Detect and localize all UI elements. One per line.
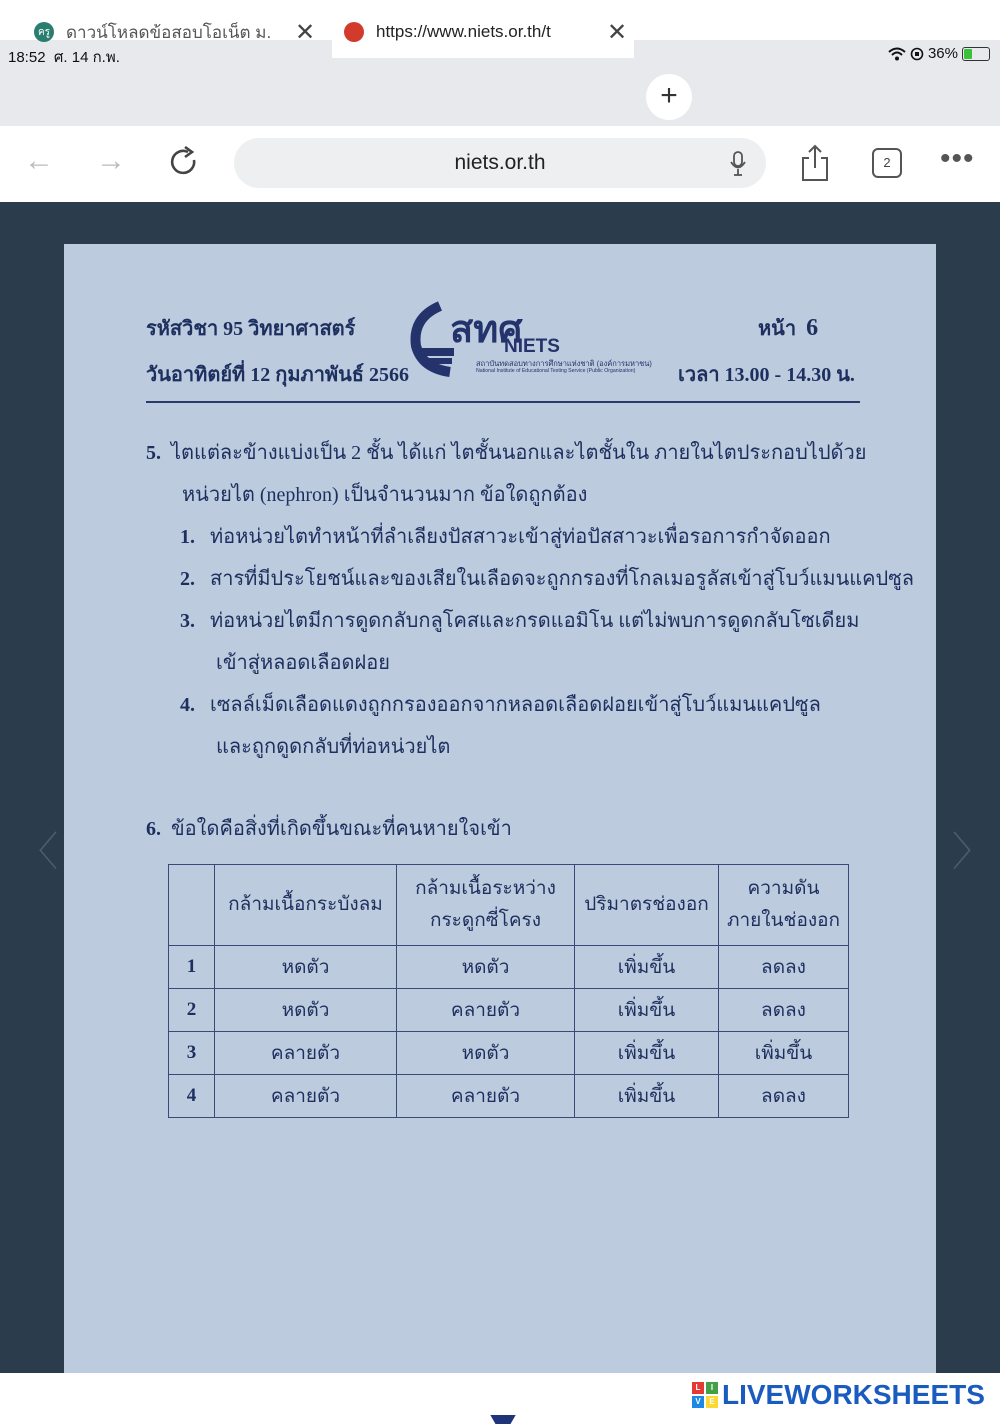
table-cell: ลดลง [719, 989, 849, 1032]
niets-favicon-icon [344, 22, 364, 42]
table-header-cell: กล้ามเนื้อระหว่าง กระดูกซี่โครง [397, 865, 575, 946]
question-5-line2: หน่วยไต (nephron) เป็นจำนวนมาก ข้อใดถูกต้อง [182, 484, 588, 506]
choice-number: 2 [169, 989, 215, 1032]
tab-title: https://www.niets.or.th/t [376, 22, 551, 41]
browser-toolbar [0, 126, 1000, 202]
forward-arrow-icon[interactable]: → [96, 144, 126, 177]
table-header-row [169, 865, 849, 946]
orientation-lock-icon [910, 47, 924, 61]
subject-code: รหัสวิชา 95 วิทยาศาสตร์ [146, 318, 356, 340]
status-right [888, 45, 990, 62]
logo-line2: National Institute of Educational Testing Service (Public Organization) [476, 368, 636, 374]
exam-date: วันอาทิตย์ที่ 12 กุมภาพันธ์ 2566 [146, 364, 409, 386]
logo-main-text: สทศ [450, 307, 523, 351]
q5-choice-3-line2: เข้าสู่หลอดเลือดฝอย [216, 652, 390, 674]
kru-favicon-icon: ครู [34, 22, 54, 42]
choice-number: 1 [169, 946, 215, 989]
url-text: niets.or.th [454, 151, 546, 174]
logo-sub-text: NIETS [504, 336, 560, 357]
table-row[interactable] [169, 989, 849, 1032]
q5-choice-4[interactable]: 4. เซลล์เม็ดเลือดแดงถูกกรองออกจากหลอดเลือดฝอยเข้าสู่โบว์แมนแคปซูล [180, 694, 821, 716]
table-cell: คลายตัว [215, 1075, 397, 1118]
table-cell: เพิ่มขึ้น [575, 1032, 719, 1075]
liveworksheets-logo-icon: L I V E [692, 1382, 718, 1408]
q5-choice-3[interactable]: 3. ท่อหน่วยไตมีการดูดกลับกลูโคสและกรดแอมิโน แต่ไม่พบการดูดกลับโซเดียม [180, 610, 860, 632]
q6-table [168, 864, 849, 1118]
liveworksheets-logo[interactable] [692, 1379, 985, 1411]
address-bar[interactable] [234, 138, 766, 188]
close-tab-icon[interactable]: ✕ [606, 18, 628, 46]
table-header-cell: ปริมาตรช่องอก [575, 865, 719, 946]
table-header-cell [169, 865, 215, 946]
table-row[interactable] [169, 1075, 849, 1118]
tab-download-onet[interactable] [22, 6, 322, 58]
table-cell: คลายตัว [397, 989, 575, 1032]
q5-choice-4-line2: และถูกดูดกลับที่ท่อหน่วยไต [216, 736, 451, 758]
table-header-cell: กล้ามเนื้อกระบังลม [215, 865, 397, 946]
tab-niets[interactable] [332, 6, 634, 58]
table-cell: หดตัว [215, 989, 397, 1032]
table-cell: คลายตัว [397, 1075, 575, 1118]
close-tab-icon[interactable]: ✕ [294, 18, 316, 46]
table-cell: เพิ่มขึ้น [575, 1075, 719, 1118]
table-cell: ลดลง [719, 946, 849, 989]
microphone-icon[interactable] [730, 151, 746, 177]
status-time: 18:52 ศ. 14 ก.พ. [8, 49, 120, 66]
table-cell: เพิ่มขึ้น [575, 946, 719, 989]
prev-page-icon[interactable]: 〈 [18, 830, 58, 874]
table-cell: เพิ่มขึ้น [575, 989, 719, 1032]
share-icon[interactable] [800, 144, 830, 182]
page-number: หน้า 6 [758, 315, 819, 341]
exam-page [64, 244, 936, 1373]
tab-title: ดาวน์โหลดข้อสอบโอเน็ต ม. [66, 22, 272, 42]
tab-count-button[interactable]: 2 [872, 148, 902, 178]
header-divider [146, 401, 860, 403]
niets-logo [410, 298, 650, 378]
choice-number: 4 [169, 1075, 215, 1118]
pdf-viewer[interactable] [0, 202, 1000, 1373]
table-header-cell: ความดัน ภายในช่องอก [719, 865, 849, 946]
footer [0, 1373, 1000, 1415]
back-arrow-icon[interactable]: ← [24, 144, 54, 177]
new-tab-button[interactable]: + [646, 74, 692, 120]
choice-number: 3 [169, 1032, 215, 1075]
exam-time: เวลา 13.00 - 14.30 น. [678, 364, 855, 386]
reload-icon[interactable] [168, 146, 200, 180]
table-cell: ลดลง [719, 1075, 849, 1118]
table-row[interactable] [169, 946, 849, 989]
battery-percent: 36% [927, 45, 958, 62]
logo-line1: สถาบันทดสอบทางการศึกษาแห่งชาติ (องค์การมหาชน) [476, 359, 652, 368]
next-page-icon[interactable]: 〉 [952, 830, 992, 874]
table-cell: หดตัว [397, 946, 575, 989]
question-5: 5. ไตแต่ละข้างแบ่งเป็น 2 ชั้น ได้แก่ ไตชั้นนอกและไตชั้นใน ภายในไตประกอบไปด้วย [146, 442, 867, 464]
table-cell: หดตัว [397, 1032, 575, 1075]
table-cell: หดตัว [215, 946, 397, 989]
table-cell: เพิ่มขึ้น [719, 1032, 849, 1075]
battery-icon [962, 47, 990, 61]
wifi-icon [888, 47, 906, 61]
q5-choice-2[interactable]: 2. สารที่มีประโยชน์และของเสียในเลือดจะถูกกรองที่โกลเมอรูลัสเข้าสู่โบว์แมนแคปซูล [180, 568, 915, 590]
liveworksheets-brand: LIVEWORKSHEETS [722, 1379, 985, 1410]
tab-bar [0, 68, 1000, 126]
question-6: 6. ข้อใดคือสิ่งที่เกิดขึ้นขณะที่คนหายใจเข้า [146, 818, 512, 840]
q5-choice-1[interactable]: 1. ท่อหน่วยไตทำหน้าที่ลำเลียงปัสสาวะเข้าสู่ท่อปัสสาวะเพื่อรอการกำจัดออก [180, 526, 831, 548]
more-options-icon[interactable]: ••• [940, 142, 975, 175]
table-row[interactable] [169, 1032, 849, 1075]
table-cell: คลายตัว [215, 1032, 397, 1075]
